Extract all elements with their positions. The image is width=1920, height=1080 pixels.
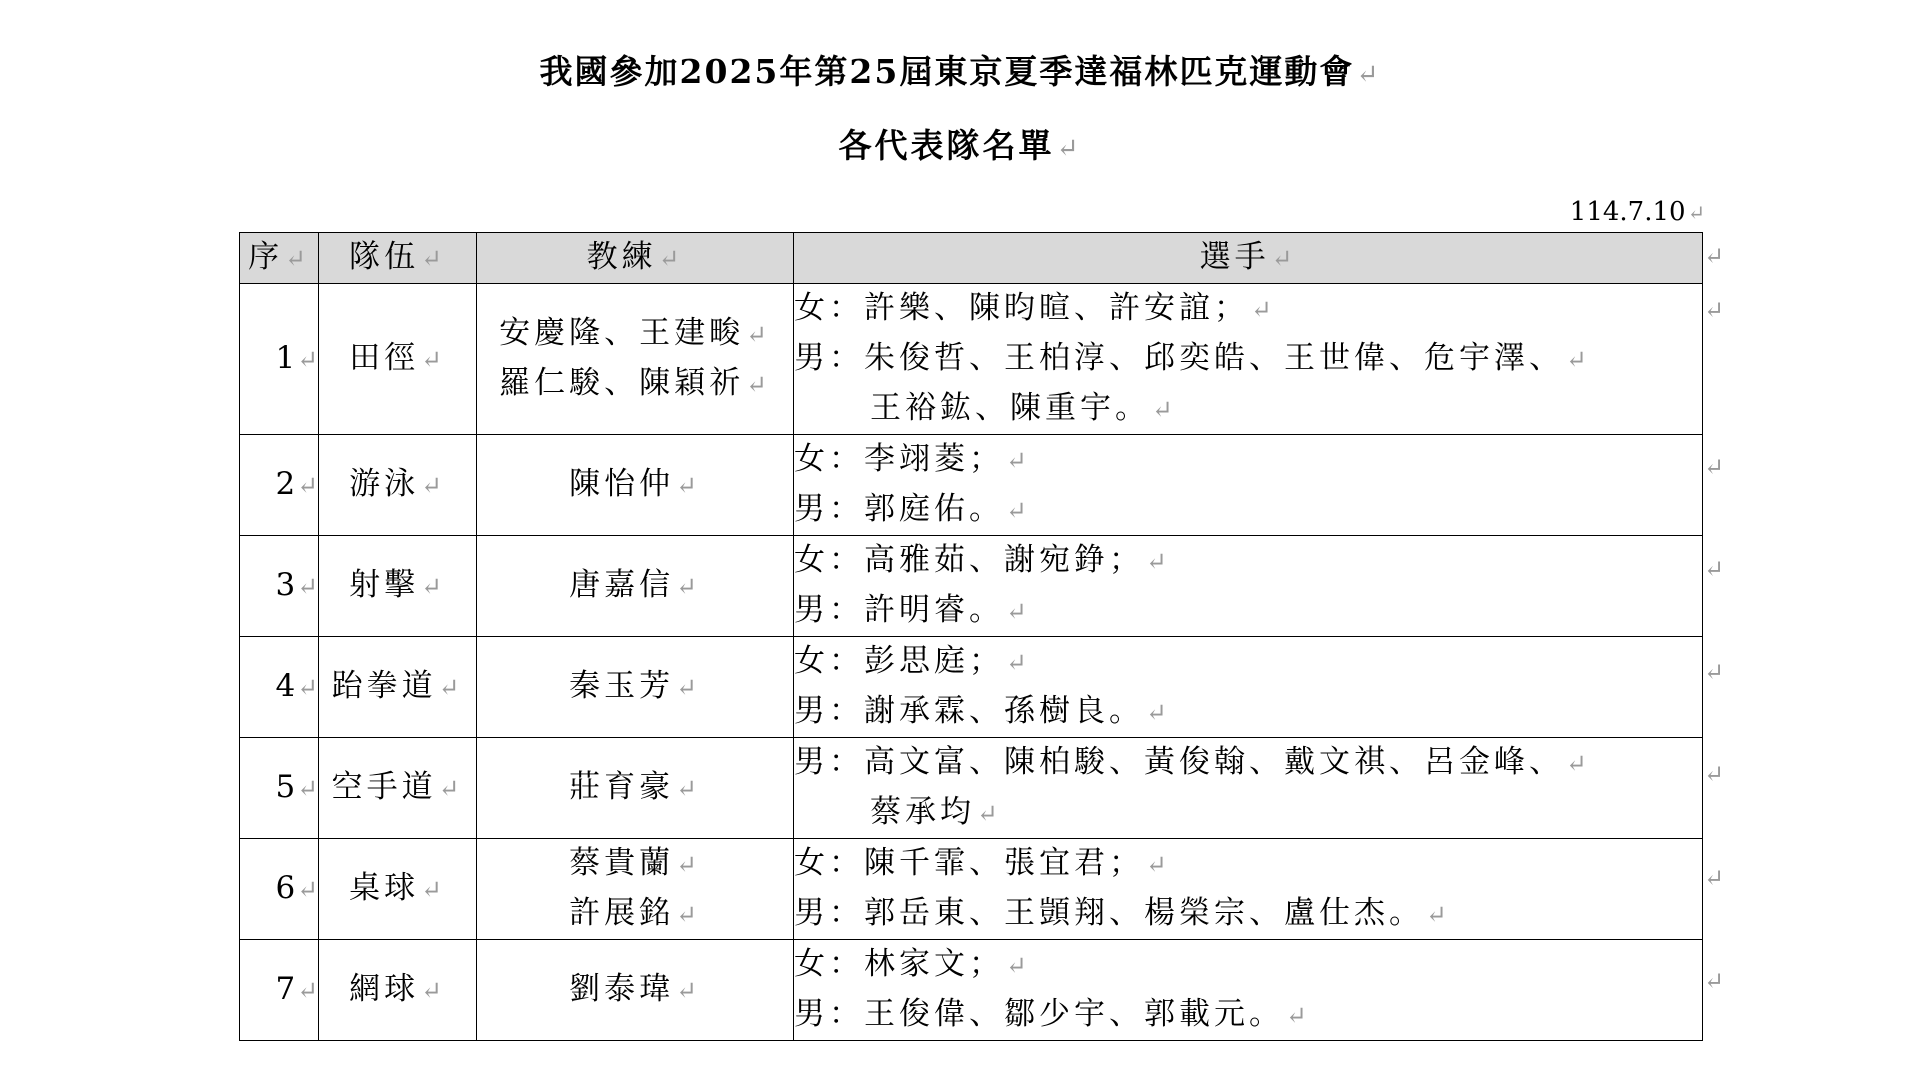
roster-table	[239, 232, 1703, 1041]
row-seq: 5↵	[240, 738, 319, 839]
paragraph-mark-icon: ↵	[1056, 133, 1082, 164]
athlete-line: 男：郭岳東、王顗翔、楊榮宗、盧仕杰。↵	[794, 895, 1451, 931]
coach-name: 劉泰瑋↵	[569, 971, 701, 1007]
paragraph-mark-icon: ↵	[297, 345, 318, 374]
paragraph-mark-icon: ↵	[676, 471, 701, 500]
document-subtitle: 各代表隊名單↵	[838, 126, 1082, 165]
document-date: 114.7.10↵	[1569, 197, 1705, 227]
athlete-line: 男：許明睿。↵	[794, 592, 1031, 628]
athlete-line: 王裕鈜、陳重宇。↵	[870, 390, 1177, 426]
paragraph-mark-icon: ↵	[1006, 648, 1031, 677]
coach-name: 安慶隆、王建畯↵	[499, 315, 771, 351]
paragraph-mark-icon: ↵	[1271, 244, 1297, 273]
athlete-line: 女：林家文；↵	[794, 946, 1031, 982]
athlete-line: 蔡承均↵	[870, 794, 1002, 830]
paragraph-mark-icon: ↵	[1687, 201, 1705, 225]
paragraph-mark-icon: ↵	[1146, 850, 1171, 879]
paragraph-mark-icon: ↵	[297, 976, 318, 1005]
paragraph-mark-icon: ↵	[1426, 900, 1451, 929]
row-seq: 3↵	[240, 536, 319, 637]
table-row	[240, 284, 1703, 435]
coach-name: 秦玉芳↵	[569, 668, 701, 704]
row-end-mark-icon: ↵	[1704, 760, 1725, 788]
row-team: 空手道↵	[319, 738, 477, 839]
row-seq: 2↵	[240, 435, 319, 536]
coach-name: 唐嘉信↵	[569, 567, 701, 603]
paragraph-mark-icon: ↵	[297, 774, 318, 803]
row-coaches	[477, 536, 794, 637]
row-coaches	[477, 940, 794, 1041]
paragraph-mark-icon: ↵	[676, 850, 701, 879]
athlete-line: 男：郭庭佑。↵	[794, 491, 1031, 527]
row-coaches	[477, 738, 794, 839]
row-end-mark-icon: ↵	[1704, 555, 1725, 583]
table-row	[240, 940, 1703, 1041]
athlete-line: 女：彭思庭；↵	[794, 643, 1031, 679]
paragraph-mark-icon: ↵	[421, 244, 446, 273]
paragraph-mark-icon: ↵	[297, 471, 318, 500]
row-seq: 7↵	[240, 940, 319, 1041]
coach-name: 陳怡仲↵	[569, 466, 701, 502]
row-athletes	[794, 637, 1703, 738]
row-end-mark-icon: ↵	[1704, 967, 1725, 995]
row-team: 射擊↵	[319, 536, 477, 637]
coach-name: 莊育豪↵	[569, 769, 701, 805]
row-seq: 4↵	[240, 637, 319, 738]
athlete-line: 男：高文富、陳柏駿、黃俊翰、戴文祺、呂金峰、↵	[794, 744, 1591, 780]
row-seq: 6↵	[240, 839, 319, 940]
paragraph-mark-icon: ↵	[1566, 749, 1591, 778]
paragraph-mark-icon: ↵	[297, 875, 318, 904]
row-end-mark-icon: ↵	[1704, 658, 1725, 686]
paragraph-mark-icon: ↵	[1286, 1001, 1311, 1030]
row-athletes	[794, 536, 1703, 637]
paragraph-mark-icon: ↵	[421, 471, 446, 500]
paragraph-mark-icon: ↵	[676, 774, 701, 803]
row-athletes	[794, 284, 1703, 435]
paragraph-mark-icon: ↵	[746, 320, 771, 349]
paragraph-mark-icon: ↵	[676, 673, 701, 702]
row-end-mark-icon: ↵	[1704, 296, 1725, 324]
table-header-row	[240, 233, 1703, 284]
header-seq: 序↵	[240, 233, 319, 284]
row-athletes	[794, 738, 1703, 839]
table-row	[240, 435, 1703, 536]
header-coach: 教練↵	[477, 233, 794, 284]
athlete-line: 男：謝承霖、孫樹良。↵	[794, 693, 1171, 729]
table-row	[240, 536, 1703, 637]
row-end-mark-icon: ↵	[1704, 242, 1725, 270]
paragraph-mark-icon: ↵	[658, 244, 684, 273]
paragraph-mark-icon: ↵	[297, 572, 318, 601]
paragraph-mark-icon: ↵	[1251, 295, 1276, 324]
paragraph-mark-icon: ↵	[1146, 547, 1171, 576]
row-athletes	[794, 940, 1703, 1041]
row-coaches	[477, 435, 794, 536]
row-end-mark-icon: ↵	[1704, 864, 1725, 892]
paragraph-mark-icon: ↵	[676, 976, 701, 1005]
coach-name: 許展銘↵	[569, 895, 701, 931]
header-athletes: 選手↵	[794, 233, 1703, 284]
document-title: 我國參加2025年第25屆東京夏季達福林匹克運動會↵	[539, 52, 1381, 91]
paragraph-mark-icon: ↵	[285, 244, 310, 273]
row-athletes	[794, 435, 1703, 536]
table-row	[240, 637, 1703, 738]
table-row	[240, 738, 1703, 839]
header-team: 隊伍↵	[319, 233, 477, 284]
row-team: 桌球↵	[319, 839, 477, 940]
paragraph-mark-icon: ↵	[1006, 597, 1031, 626]
athlete-line: 女：李翊菱；↵	[794, 441, 1031, 477]
table-row	[240, 839, 1703, 940]
paragraph-mark-icon: ↵	[438, 774, 464, 803]
row-team: 網球↵	[319, 940, 477, 1041]
paragraph-mark-icon: ↵	[421, 572, 446, 601]
paragraph-mark-icon: ↵	[1006, 496, 1031, 525]
paragraph-mark-icon: ↵	[1146, 698, 1171, 727]
row-coaches	[477, 284, 794, 435]
athlete-line: 女：陳千霏、張宜君；↵	[794, 845, 1171, 881]
paragraph-mark-icon: ↵	[746, 370, 771, 399]
paragraph-mark-icon: ↵	[1152, 395, 1177, 424]
row-team: 游泳↵	[319, 435, 477, 536]
paragraph-mark-icon: ↵	[1566, 345, 1591, 374]
paragraph-mark-icon: ↵	[1006, 951, 1031, 980]
row-team: 田徑↵	[319, 284, 477, 435]
row-seq: 1↵	[240, 284, 319, 435]
athlete-line: 男：王俊偉、鄒少宇、郭載元。↵	[794, 996, 1311, 1032]
athlete-line: 男：朱俊哲、王柏淳、邱奕皓、王世偉、危宇澤、↵	[794, 340, 1591, 376]
paragraph-mark-icon: ↵	[438, 673, 464, 702]
row-end-mark-icon: ↵	[1704, 453, 1725, 481]
coach-name: 羅仁駿、陳穎祈↵	[499, 365, 771, 401]
row-team: 跆拳道↵	[319, 637, 477, 738]
row-athletes	[794, 839, 1703, 940]
athlete-line: 女：許樂、陳昀暄、許安誼；↵	[794, 290, 1276, 326]
paragraph-mark-icon: ↵	[676, 900, 701, 929]
paragraph-mark-icon: ↵	[676, 572, 701, 601]
athlete-line: 女：高雅茹、謝宛錚；↵	[794, 542, 1171, 578]
paragraph-mark-icon: ↵	[297, 673, 318, 702]
paragraph-mark-icon: ↵	[1356, 59, 1381, 90]
paragraph-mark-icon: ↵	[421, 875, 446, 904]
coach-name: 蔡貴蘭↵	[569, 845, 701, 881]
row-coaches	[477, 637, 794, 738]
paragraph-mark-icon: ↵	[421, 976, 446, 1005]
paragraph-mark-icon: ↵	[977, 799, 1002, 828]
row-coaches	[477, 839, 794, 940]
paragraph-mark-icon: ↵	[1006, 446, 1031, 475]
paragraph-mark-icon: ↵	[421, 345, 446, 374]
